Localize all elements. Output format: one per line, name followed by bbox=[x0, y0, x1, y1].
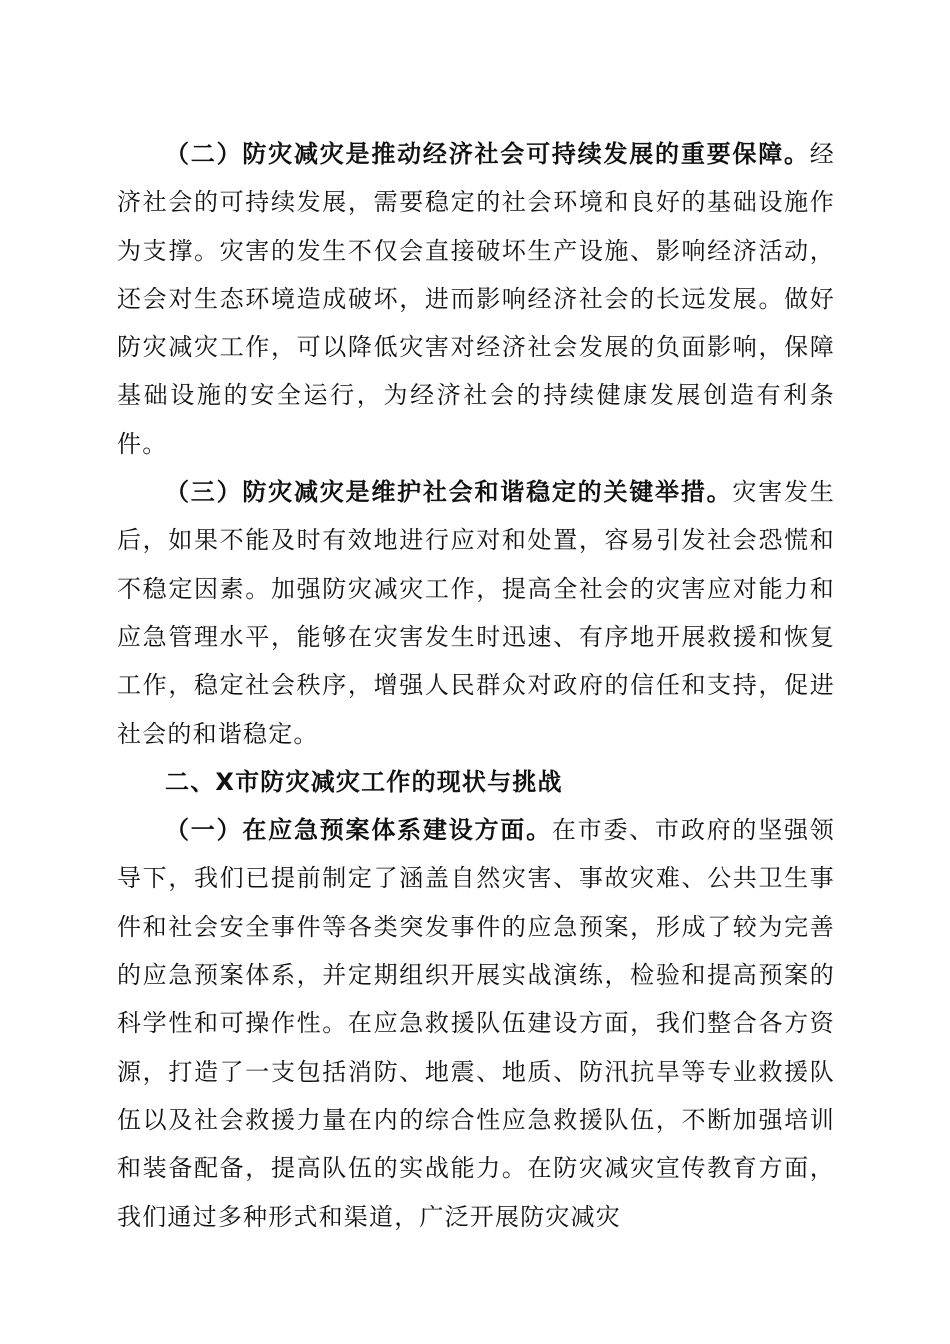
section-heading: 二、X市防灾减灾工作的现状与挑战 bbox=[165, 767, 563, 796]
paragraph-text: 灾害发生后，如果不能及时有效地进行应对和处置，容易引发社会恐慌和不稳定因素。加强防灾减灾工作，提高全社会的灾害应对能力和应急管理水平，能够在灾害发生时迅速、有序地开展救援和恢复工作，稳定社会秩序，增强人民群众对政府的信任和支持，促进社会的和谐稳定。 bbox=[117, 478, 835, 748]
paragraph-lead: （一）在应急预案体系建设方面。 bbox=[165, 816, 552, 845]
paragraph-lead: （三）防灾减灾是维护社会和谐稳定的关键举措。 bbox=[165, 478, 733, 507]
paragraph-text: 经济社会的可持续发展，需要稳定的社会环境和良好的基础设施作为支撑。灾害的发生不仅会直接破坏生产设施、影响经济活动，还会对生态环境造成破坏，进而影响经济社会的长远发展。做好防灾减灾工作，可以降低灾害对经济社会发展的负面影响，保障基础设施的安全运行，为经济社会的持续健康发展创造有利条件。 bbox=[117, 140, 835, 458]
paragraph-text: 在市委、市政府的坚强领导下，我们已提前制定了涵盖自然灾害、事故灾难、公共卫生事件和社会安全事件等各类突发事件的应急预案，形成了较为完善的应急预案体系，并定期组织开展实战演练，检验和提高预案的科学性和可操作性。在应急救援队伍建设方面，我们整合各方资源，打造了一支包括消防、地震、地质、防汛抗旱等专业救援队伍以及社会救援力量在内的综合性应急救援队伍，不断加强培训和装备配备，提高队伍的实战能力。在防灾减灾宣传教育方面，我们通过多种形式和渠道，广泛开展防灾减灾 bbox=[117, 816, 836, 1231]
paragraph-disaster-development bbox=[117, 130, 835, 468]
paragraph-emergency-plan bbox=[117, 806, 835, 1241]
document-body bbox=[117, 130, 835, 1241]
paragraph-lead: （二）防灾减灾是推动经济社会可持续发展的重要保障。 bbox=[165, 140, 810, 168]
paragraph-social-stability bbox=[117, 468, 835, 758]
